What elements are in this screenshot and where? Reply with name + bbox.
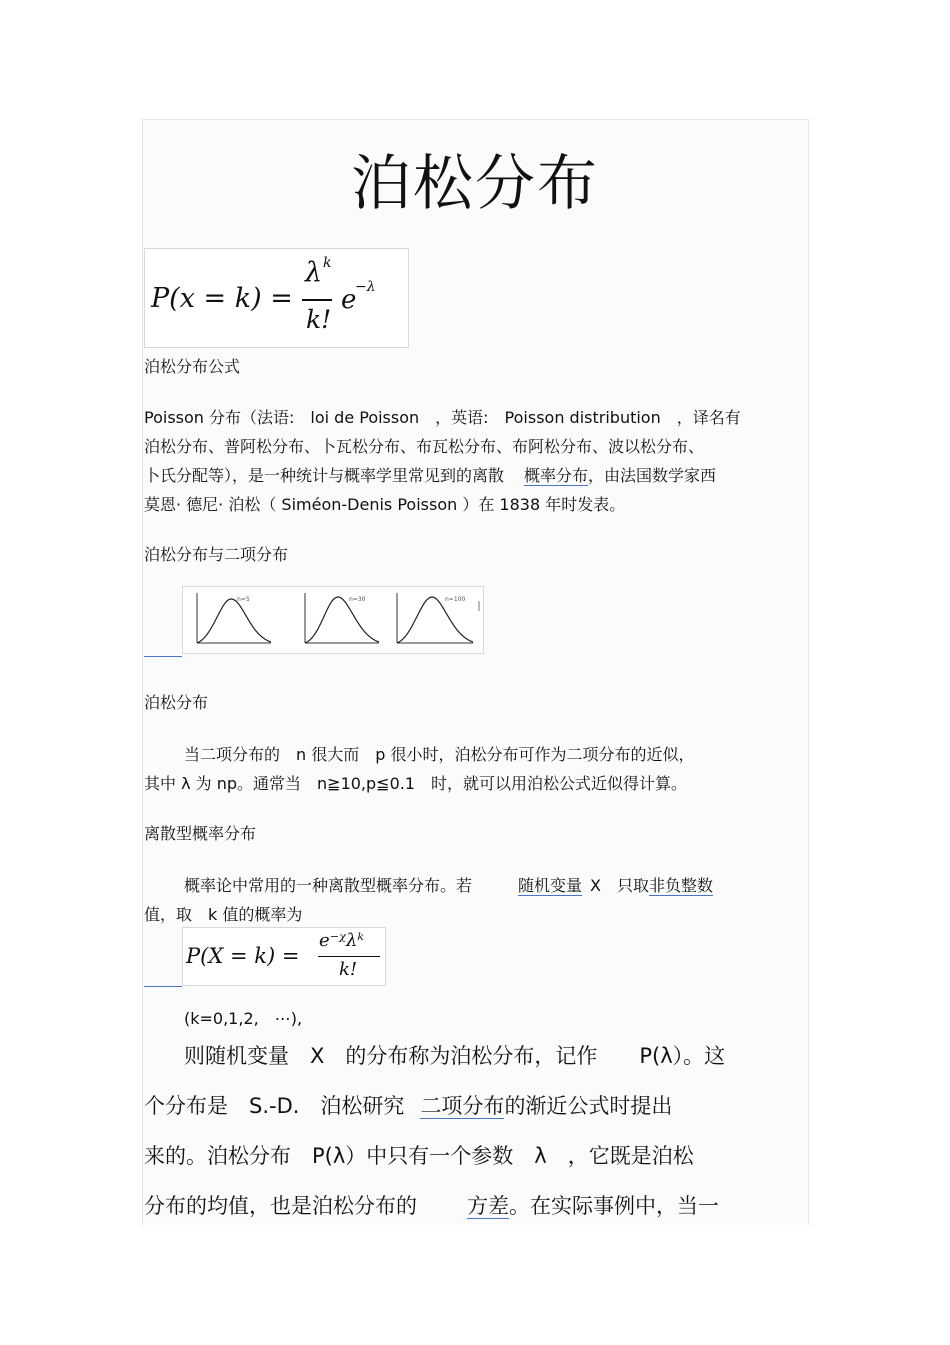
intro-line-4: 莫恩· 德尼· 泊松（ Siméon-Denis Poisson ）在 1838 年时发表。 [144, 495, 626, 514]
curve-label-3: n=100 [445, 596, 466, 603]
poisson-pmf-formula-image [182, 927, 386, 986]
curve-label-2: n=30 [349, 596, 366, 603]
intro-line-2: 泊松分布、普阿松分布、卜瓦松分布、布瓦松分布、布阿松分布、波以松分布、 [144, 437, 705, 456]
poisson-formula-image [144, 248, 409, 348]
approx-line-2: 其中 λ 为 np。通常当 n≧10,p≦0.1 时，就可以用泊松公式近似得计算。 [144, 774, 688, 793]
formula-e: e [341, 285, 357, 315]
formula-caption: 泊松分布公式 [144, 357, 241, 376]
link-binomial-distribution[interactable]: 二项分布 [420, 1094, 505, 1118]
fraction-bar [302, 299, 332, 301]
image-link-underline[interactable] [144, 656, 182, 657]
formula-exponent: −λ [355, 279, 376, 295]
k-values: (k=0,1,2, ⋯), [184, 1009, 303, 1028]
link-nonnegative-integer[interactable]: 非负整数 [649, 876, 714, 895]
link-random-variable[interactable]: 随机变量 [518, 876, 583, 895]
curve-label-1: n=5 [237, 596, 250, 603]
section-heading-binomial: 泊松分布与二项分布 [144, 545, 289, 564]
formula-lambda: λ [305, 257, 323, 288]
formula-lhs: P(x = k) = [151, 283, 293, 314]
def-line-2: 值，取 k 值的概率为 [144, 905, 303, 924]
curve-panel-2 [305, 593, 379, 643]
intro-line-1: Poisson 分布（法语: loi de Poisson ，英语: Poisson distribution ，译名有 [144, 408, 741, 427]
def-line-1: 概率论中常用的一种离散型概率分布。若 随机变量 X 只取非负整数 [184, 876, 714, 895]
final-line-1: 则随机变量 X 的分布称为泊松分布，记作 P(λ）。这 [184, 1044, 726, 1068]
final-line-4: 分布的均值，也是泊松分布的 方差。在实际事例中，当一 [144, 1194, 719, 1218]
curve-panel-1 [197, 593, 271, 643]
page-title: 泊松分布 [351, 149, 599, 219]
pmf-lhs: P(X = k) = [186, 944, 300, 968]
formula-power-k: k [323, 255, 332, 271]
pmf-numerator: e⁻ᵡλᵏ [319, 930, 364, 951]
final-line-3: 来的。泊松分布 P(λ）中只有一个参数 λ ，它既是泊松 [144, 1144, 694, 1168]
link-probability-distribution[interactable]: 概率分布 [524, 466, 589, 485]
formula-denominator: k! [306, 305, 332, 334]
poisson-curves-image [182, 586, 484, 654]
section-heading-discrete: 离散型概率分布 [144, 824, 257, 843]
pmf-denominator: k! [339, 959, 358, 980]
approx-line-1: 当二项分布的 n 很大而 p 很小时，泊松分布可作为二项分布的近似， [184, 745, 695, 764]
curves-svg [183, 587, 483, 653]
final-line-2: 个分布是 S.-D. 泊松研究 二项分布的渐近公式时提出 [144, 1094, 673, 1118]
curves-caption: 泊松分布 [144, 693, 209, 712]
pmf-fraction-bar [318, 956, 380, 957]
formula-link-underline[interactable] [144, 986, 182, 987]
intro-line-3: 卜氏分配等），是一种统计与概率学里常见到的离散 概率分布，由法国数学家西 [144, 466, 717, 485]
link-variance[interactable]: 方差 [467, 1194, 509, 1218]
